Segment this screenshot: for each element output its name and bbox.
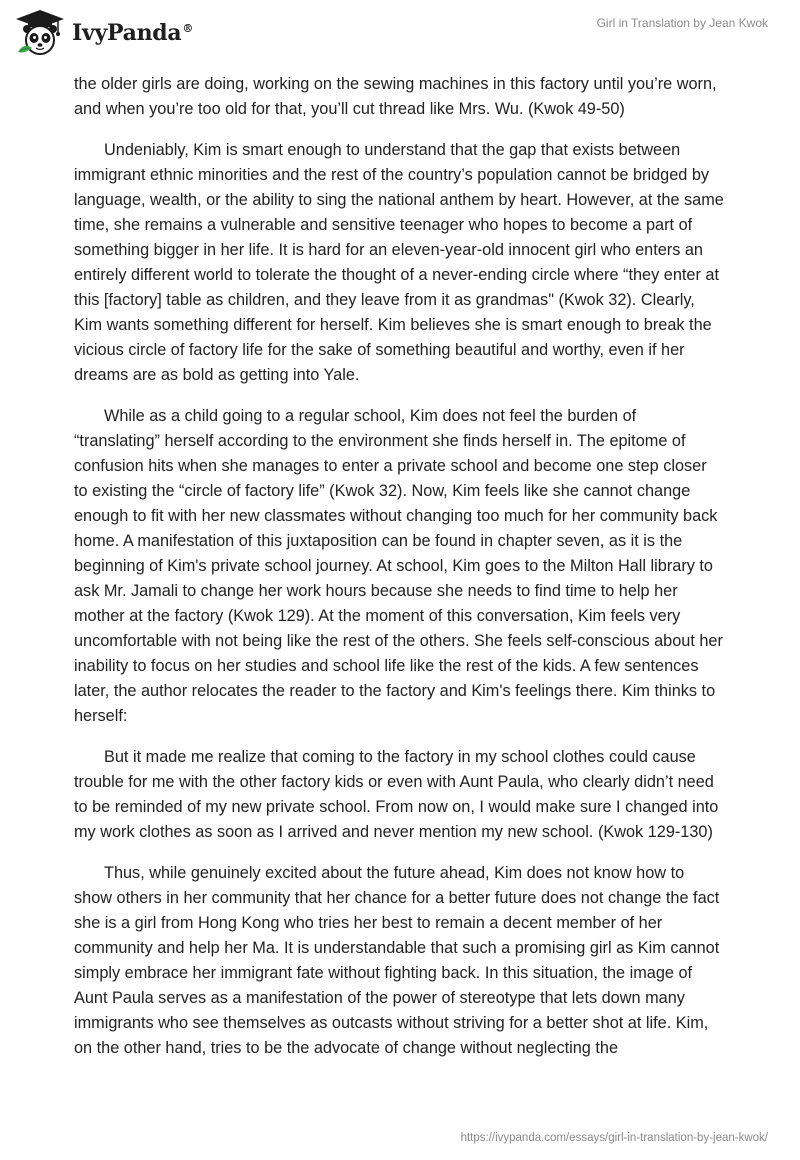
paragraph: Undeniably, Kim is smart enough to understand that the gap that exists between immigrant ethnic minorities and the rest of the country’s population cannot be bridged by language, wealth, or the ability to sing the national anthem by heart. However, at the same time, she remains a vulnerable and sensitive teenager who hopes to become a part of something bigger in her life. It is hard for an eleven-year-old innocent girl who enters an entirely different world to tolerate the thought of a never-ending circle where “they enter at this [factory] table as children, and they leave from it as grandmas" (Kwok 32). Clearly, Kim wants something different for herself. Kim believes she is smart enough to break the vicious circle of factory life for the sake of something beautiful and worthy, even if her dreams are as bold as getting into Yale. xyxy=(74,141,724,384)
paragraph: the older girls are doing, working on the sewing machines in this factory until you’re worn, and when you’re too old for that, you’ll cut thread like Mrs. Wu. (Kwok 49-50) xyxy=(74,75,717,118)
block-quote: But it made me realize that coming to the factory in my school clothes could cause trouble for me with the other factory kids or even with Aunt Paula, who clearly didn’t need to be reminded of my new private school. From now on, I would make sure I changed into my work clothes as soon as I arrived and never mention my new school. (Kwok 129-130) xyxy=(74,748,719,841)
ivypanda-logo[interactable] xyxy=(14,8,193,58)
document-title: Girl in Translation by Jean Kwok xyxy=(596,16,768,30)
page-header xyxy=(0,0,800,68)
panda-graduate-icon xyxy=(14,8,66,58)
paragraph: While as a child going to a regular school, Kim does not feel the burden of “translating” herself according to the environment she finds herself in. The epitome of confusion hits when she manages to enter a private school and become one step closer to existing the “circle of factory life” (Kwok 32). Now, Kim feels like she cannot change enough to fit with her new classmates without changing too much for her community back home. A manifestation of this juxtaposition can be found in chapter seven, as it is the beginning of Kim's private school journey. At school, Kim goes to the Milton Hall library to ask Mr. Jamali to change her work hours because she needs to find time to help her mother at the factory (Kwok 129). At the moment of this conversation, Kim feels very uncomfortable with not being like the rest of the others. She feels self-conscious about her inability to focus on her studies and school life like the rest of the kids. A few sentences later, the author relocates the reader to the factory and Kim's feelings there. Kim thinks to herself: xyxy=(74,407,723,725)
essay-body xyxy=(74,72,724,1077)
paragraph: Thus, while genuinely excited about the future ahead, Kim does not know how to show others in her community that her chance for a better future does not change the fact she is a girl from Hong Kong who tries her best to remain a decent member of her community and help her Ma. It is understandable that such a promising girl as Kim cannot simply embrace her immigrant fate without fighting back. In this situation, the image of Aunt Paula serves as a manifestation of the power of stereotype that lets down many immigrants who see themselves as outcasts without striving for a better shot at life. Kim, on the other hand, tries to be the advocate of change without neglecting the xyxy=(74,864,720,1057)
brand-name: IvyPanda® xyxy=(72,20,194,46)
source-url[interactable]: https://ivypanda.com/essays/girl-in-translation-by-jean-kwok/ xyxy=(460,1132,768,1144)
